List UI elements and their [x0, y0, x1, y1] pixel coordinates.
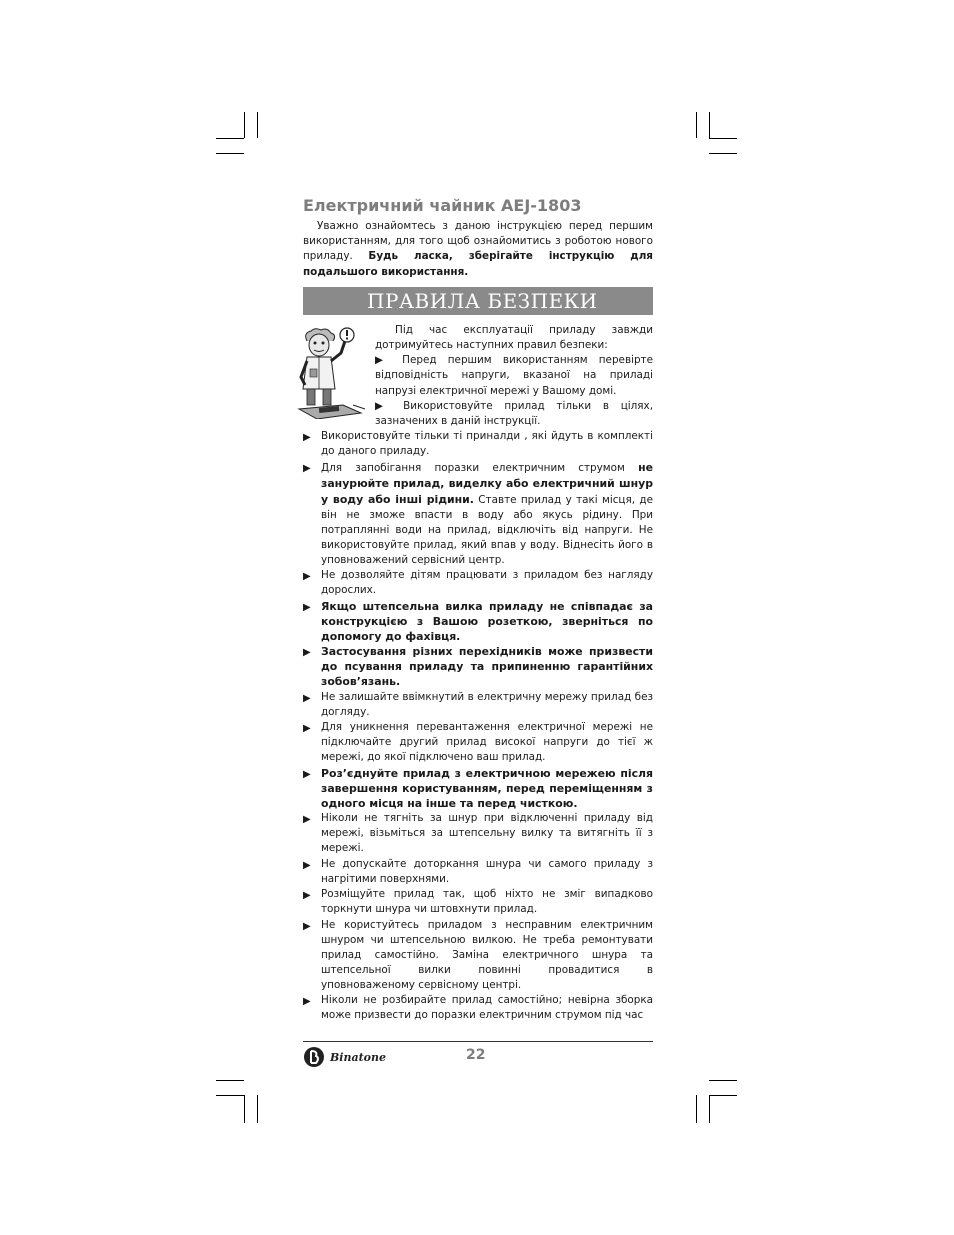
- brand-name: Binatone: [330, 1050, 387, 1064]
- rule-text: Не дозволяйте дітям працювати з приладом без нагляду дорослих.: [321, 569, 653, 597]
- rule-text: Використовуйте тільки ті приналди , які йдуть в комплекті до даного приладу.: [321, 430, 653, 458]
- rule-text: Не допускайте доторкання шнура чи самого приладу з нагрітими поверхнями.: [321, 857, 653, 885]
- rule-item: [303, 993, 653, 1023]
- rule-item: [303, 644, 653, 689]
- rule-item: [303, 460, 653, 568]
- figure-item: [375, 353, 653, 399]
- rule-text: Роз’єднуйте прилад з електричною мережею після завершення користуванням, перед переміщенням з одного місця на інше та перед чисткою.: [321, 766, 653, 810]
- rule-text: Ніколи не тягніть за шнур при відключенні приладу від мережі, візьміться за штепсельну вилку та витягніть її з мережі.: [321, 812, 653, 855]
- rule-text: Не користуйтесь приладом з несправним електричним шнуром чи штепсельною вилкою. Не треба ремонтувати прилад самостійно. Заміна електричного шнура та штепсельної вилки повинні провадитися в уповноваженому сервісному центрі.: [321, 918, 653, 991]
- bullet-marker: ▶: [375, 354, 391, 367]
- rule-item: [303, 811, 653, 856]
- figure-item-text: Використовуйте прилад тільки в цілях, зазначених в даній інструкції.: [375, 399, 653, 428]
- bullet-marker: ▶: [303, 723, 311, 735]
- crop-mark: [216, 153, 244, 154]
- bullet-marker: ▶: [303, 601, 311, 613]
- scientist-illustration: [297, 327, 369, 419]
- rule-text: Для уникнення перевантаження електричної мережі не підключайте другий прилад високої напруги до тієї ж мережі, до якої підключено ваш прилад.: [321, 721, 653, 764]
- binatone-logo-icon: [303, 1046, 327, 1068]
- crop-mark: [709, 1095, 710, 1123]
- intro-paragraph: [303, 219, 653, 280]
- rule-text: Якщо штепсельна вилка приладу не співпадає за конструкцією з Вашою розеткою, зверніться по допомогу до фахівця.: [321, 599, 653, 643]
- crop-mark: [216, 1095, 244, 1096]
- rule-text: Ніколи не розбирайте прилад самостійно; невірна зборка може призвести до поразки електричним струмом під час: [321, 994, 653, 1022]
- rule-item: [303, 690, 653, 720]
- crop-mark: [216, 1080, 244, 1081]
- crop-mark: [709, 1080, 737, 1081]
- crop-mark: [709, 138, 737, 139]
- rule-text: Не залишайте ввімкнутий в електричну мережу прилад без догляду.: [321, 690, 653, 718]
- bullet-marker: ▶: [303, 920, 311, 932]
- rule-text: Застосування різних перехідників може призвести до псування приладу та припиненню гарантійних зобов’язань.: [321, 645, 653, 689]
- crop-mark: [244, 1095, 245, 1123]
- page-title: Електричний чайник AEJ-1803: [303, 196, 582, 215]
- page-content: [303, 196, 653, 1024]
- bullet-marker: ▶: [303, 859, 311, 871]
- rule-item: [303, 766, 653, 811]
- bullet-marker: ▶: [303, 571, 311, 583]
- crop-mark: [257, 112, 258, 138]
- bullet-marker: ▶: [303, 647, 311, 659]
- bullet-marker: ▶: [303, 814, 311, 826]
- safety-intro-text: [375, 323, 653, 429]
- intro-text: Уважно ознайомтесь з даною інструкцією перед першим використанням, для того щоб ознайомитись з роботою нового приладу.: [303, 220, 653, 263]
- crop-mark: [244, 112, 245, 138]
- rule-item: [303, 599, 653, 644]
- safety-intro: [303, 323, 653, 429]
- crop-mark: [709, 112, 710, 138]
- crop-mark: [696, 1095, 697, 1123]
- rule-item: [303, 429, 653, 459]
- brand-logo: [303, 1046, 386, 1068]
- bullet-marker: ▶: [303, 996, 311, 1008]
- safety-rules-list: [303, 429, 653, 1023]
- rule-item: [303, 720, 653, 765]
- intro-bold-text: Будь ласка, зберігайте інструкцію для подальшого використання.: [303, 250, 653, 278]
- crop-mark: [257, 1095, 258, 1123]
- figure-item: [375, 399, 653, 429]
- crop-mark: [216, 138, 244, 139]
- rule-item: [303, 887, 653, 917]
- bullet-marker: ▶: [303, 768, 311, 780]
- footer-divider: [303, 1041, 653, 1042]
- crop-mark: [709, 153, 737, 154]
- crop-mark: [696, 112, 697, 138]
- figure-item-text: Перед першим використанням перевірте відповідність напруги, вказаної на приладі напрузі електричної мережі у Вашому домі.: [375, 354, 653, 397]
- rule-bold-text: не занурюйте прилад, виделку або електричний шнур у воду або інші рідини.: [321, 460, 653, 506]
- bullet-marker: ▶: [303, 462, 311, 474]
- rule-text: Розміщуйте прилад так, щоб ніхто не зміг випадково торкнути шнура чи штовхнути прилад.: [321, 888, 653, 916]
- rule-item: [303, 918, 653, 993]
- page-number: 22: [466, 1047, 486, 1063]
- bullet-marker: ▶: [303, 692, 311, 704]
- bullet-marker: ▶: [303, 432, 311, 444]
- bullet-marker: ▶: [303, 890, 311, 902]
- rule-text: Ставте прилад у такі місця, де він не зможе впасти в воду або якусь рідину. При потраплянні води на прилад, відключіть від напруги. Не використовуйте прилад, який впав у воду. Віднесіть його в уповноважений сервісний центр.: [321, 493, 653, 566]
- rule-item: [303, 568, 653, 598]
- section-banner: ПРАВИЛА БЕЗПЕКИ: [303, 287, 653, 315]
- lead-paragraph: Під час експлуатації приладу завжди дотримуйтесь наступних правил безпеки:: [375, 323, 653, 352]
- rule-text: Для запобігання поразки електричним струмом: [321, 461, 639, 474]
- rule-item: [303, 857, 653, 887]
- bullet-marker: ▶: [375, 399, 392, 412]
- crop-mark: [709, 1095, 737, 1096]
